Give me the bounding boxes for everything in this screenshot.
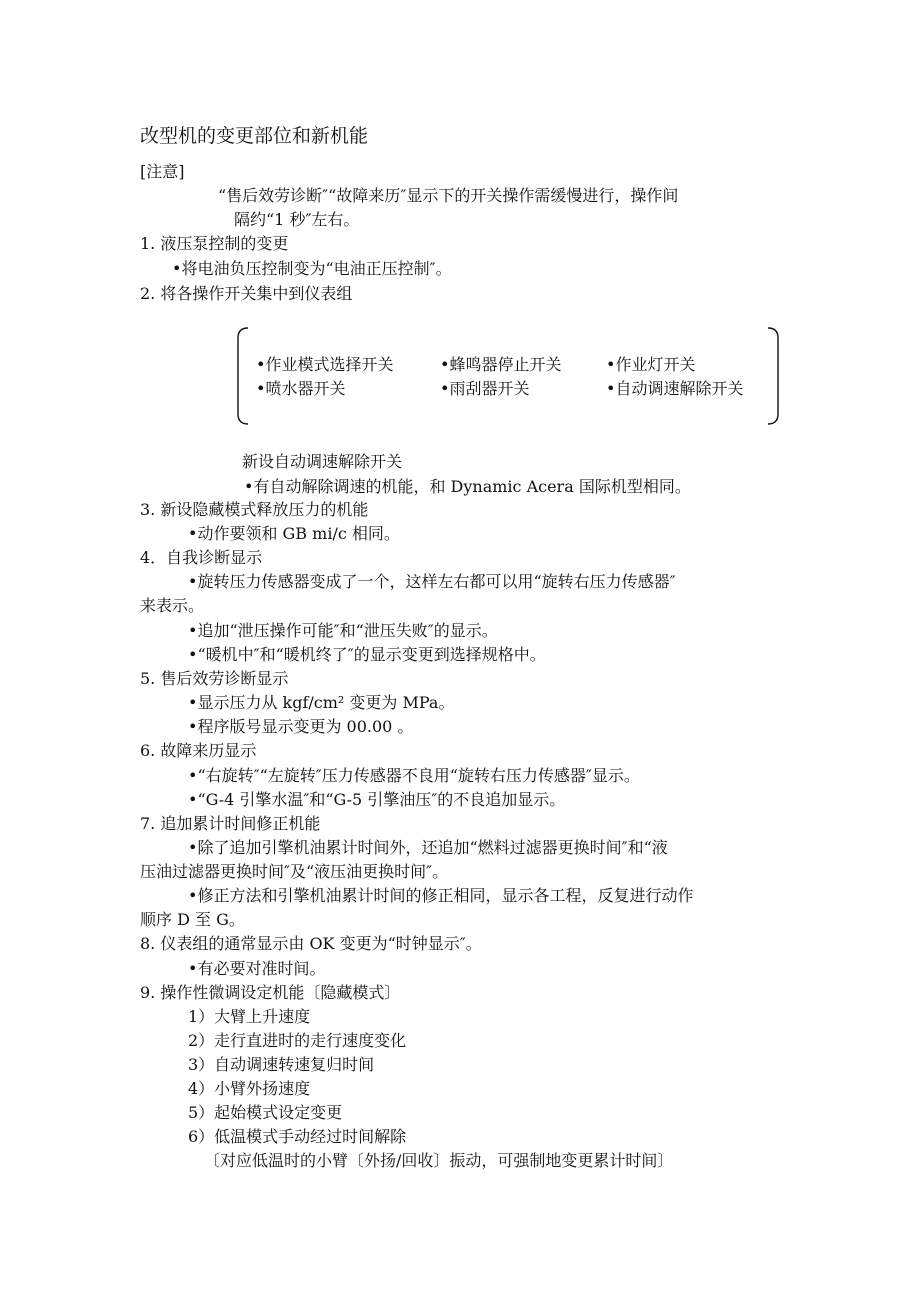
bullet-item: •有自动解除调速的机能，和 Dynamic Acera 国际机型相同。 [244, 477, 691, 496]
sub-heading: 新设自动调速解除开关 [242, 452, 403, 471]
bullet-item: •“右旋转″“左旋转″压力传感器不良用“旋转右压力传感器″显示。 [188, 766, 640, 785]
list-item: 2）走行直进时的走行速度变化 [188, 1031, 407, 1050]
section-heading: 4．自我诊断显示 [140, 548, 263, 567]
bullet-item: •除了追加引擎机油累计时间外，还追加“燃料过滤器更换时间″和“液 [188, 838, 668, 857]
bullet-item: •有必要对准时间。 [188, 959, 326, 978]
bullet-item: •“G-4 引擎水温″和“G-5 引擎油压″的不良追加显示。 [188, 790, 566, 809]
bullet-item: •追加“泄压操作可能″和“泄压失败″的显示。 [188, 621, 498, 640]
switch-item: •作业灯开关 [606, 355, 696, 374]
section-heading: 1. 液压泵控制的变更 [140, 234, 289, 253]
list-item: 1）大臂上升速度 [188, 1007, 311, 1026]
bullet-item: •“暖机中″和“暖机终了″的显示变更到选择规格中。 [188, 645, 546, 664]
list-item: 4）小臂外扬速度 [188, 1079, 311, 1098]
switch-item: •雨刮器开关 [440, 379, 530, 398]
section-heading: 9. 操作性微调设定机能〔隐藏模式〕 [140, 983, 401, 1002]
bullet-item: •旋转压力传感器变成了一个，这样左右都可以用“旋转右压力传感器″ [188, 572, 676, 591]
bullet-item: •显示压力从 kgf/cm² 变更为 MPa。 [188, 693, 455, 712]
switch-item: •蜂鸣器停止开关 [440, 355, 562, 374]
note-label: [注意] [140, 162, 185, 181]
list-item: 6）低温模式手动经过时间解除 [188, 1127, 407, 1146]
note-text: 隔约“1 秒″左右。 [234, 210, 360, 229]
left-bracket [234, 326, 250, 426]
bullet-item: •修正方法和引擎机油累计时间的修正相同，显示各工程，反复进行动作 [188, 886, 694, 905]
section-heading: 8. 仪表组的通常显示由 OK 变更为“时钟显示″。 [140, 934, 482, 953]
page-title: 改型机的变更部位和新机能 [140, 125, 369, 147]
bullet-item: 顺序 D 至 G。 [140, 910, 245, 929]
list-item-note: 〔对应低温时的小臂〔外扬/回收〕振动，可强制地变更累计时间〕 [204, 1151, 674, 1170]
right-bracket [766, 326, 782, 426]
section-heading: 5. 售后效劳诊断显示 [140, 669, 289, 688]
section-heading: 2. 将各操作开关集中到仪表组 [140, 284, 353, 303]
switch-item: •自动调速解除开关 [606, 379, 744, 398]
switch-item: •喷水器开关 [256, 379, 346, 398]
note-text: “售后效劳诊断″“故障来历″显示下的开关操作需缓慢进行，操作间 [218, 186, 679, 205]
list-item: 5）起始模式设定变更 [188, 1103, 343, 1122]
switch-item: •作业模式选择开关 [256, 355, 394, 374]
bullet-item: •将电油负压控制变为“电油正压控制″。 [172, 259, 452, 278]
bullet-item: 压油过滤器更换时间″及“液压油更换时间″。 [140, 862, 449, 881]
section-heading: 7. 追加累计时间修正机能 [140, 814, 321, 833]
bullet-item: 来表示。 [140, 596, 205, 615]
section-heading: 3. 新设隐藏模式释放压力的机能 [140, 500, 369, 519]
bullet-item: •程序版号显示变更为 00.00 。 [188, 717, 414, 736]
list-item: 3）自动调速转速复归时间 [188, 1055, 375, 1074]
bullet-item: •动作要领和 GB mi/c 相同。 [188, 524, 400, 543]
section-heading: 6. 故障来历显示 [140, 741, 257, 760]
